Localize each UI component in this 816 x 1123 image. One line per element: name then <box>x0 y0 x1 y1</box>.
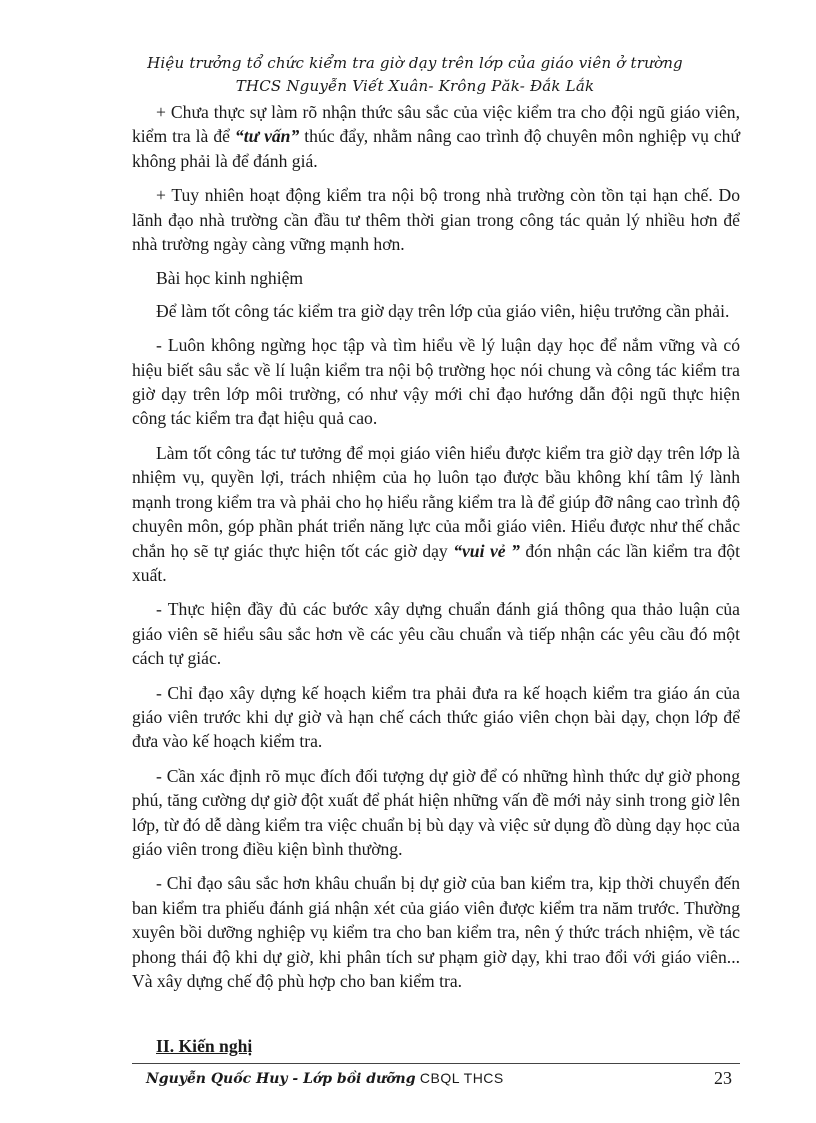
paragraph-6-text-c: đón nhận các lần kiểm tra đột xuất. <box>132 540 740 585</box>
emphasis-tu-van: “tư vấn” <box>234 126 300 147</box>
footer-course: CBQL THCS <box>415 1070 504 1086</box>
page-number: 23 <box>714 1068 732 1088</box>
footer-divider <box>132 1063 740 1064</box>
paragraph-8: - Chỉ đạo xây dựng kế hoạch kiểm tra phải đưa ra kế hoạch kiểm tra giáo án của giáo viên trước khi dự giờ và hạn chế cách thức giáo viên chọn bài dạy, chọn lớp để đưa vào kế hoạch kiểm tra. <box>132 682 740 752</box>
page-footer <box>146 1070 504 1088</box>
lessons-learned-heading: Bài học kinh nghiệm <box>156 268 304 289</box>
page-header <box>110 52 720 98</box>
paragraph-4: Để làm tốt công tác kiểm tra giờ dạy trên lớp của giáo viên, hiệu trưởng cần phải. <box>156 300 730 321</box>
header-line-1: Hiệu trưởng tổ chức kiểm tra giờ dạy trên lớp của giáo viên ở trường <box>147 54 683 72</box>
footer-author: Nguyễn Quốc Huy - Lớp bồi dưỡng <box>146 1071 416 1087</box>
document-body <box>132 100 740 1003</box>
paragraph-6-text-a: Làm tốt công tác tư tưởng để mọi giáo viên hiểu được kiểm tra giờ dạy trên lớp là nhiệm vụ, quyền lợi, trách nhiệm của họ luôn tạo được bầu không khí tâm lý lành mạnh trong kiểm tra và phải cho họ hiểu rằng kiểm tra là để giúp đỡ nâng cao trình độ chuyên môn, góp phần phát triển năng lực của mỗi giáo viên. Hiểu được như thế chắc chắn họ sẽ tự giác thực hiện tốt các giờ dạy <box>132 442 740 561</box>
paragraph-1-text-c: thúc đẩy, nhằm nâng cao trình độ chuyên môn nghiệp vụ chứ không phải là để đánh giá. <box>132 126 741 171</box>
section-title-recommendations: II. Kiến nghị <box>156 1036 253 1056</box>
paragraph-1-text-a: + Chưa thực sự làm rõ nhận thức sâu sắc của việc kiểm tra cho đội ngũ giáo viên, kiểm tra là để <box>132 102 740 147</box>
paragraph-9: - Cần xác định rõ mục đích đối tượng dự giờ để có những hình thức dự giờ phong phú, tăng cường dự giờ đột xuất để phát hiện những vấn đề mới nảy sinh trong giờ lên lớp, từ đó dễ dàng kiểm tra việc chuẩn bị bù dạy và việc sử dụng đồ dùng dạy học của giáo viên trong điều kiện bình thường. <box>132 765 740 859</box>
paragraph-10: - Chỉ đạo sâu sắc hơn khâu chuẩn bị dự giờ của ban kiểm tra, kịp thời chuyển đến ban kiểm tra phiếu đánh giá nhận xét của giáo viên được kiểm tra năm trước. Thường xuyên bồi dưỡng nghiệp vụ kiểm tra cho ban kiểm tra, nên ý thức trách nhiệm, về tác phong thái độ khi dự giờ, khi phân tích sư phạm giờ dạy, khi trao đổi với giáo viên... Và xây dựng chế độ phù hợp cho ban kiểm tra. <box>132 873 740 991</box>
header-line-2: THCS Nguyễn Viết Xuân- Krông Păk- Đắk Lắk <box>235 77 595 95</box>
emphasis-vui-ve: “vui vẻ ” <box>453 540 520 561</box>
paragraph-2: + Tuy nhiên hoạt động kiểm tra nội bộ trong nhà trường còn tồn tại hạn chế. Do lãnh đạo nhà trường cần đầu tư thêm thời gian trong công tác quản lý nhiều hơn để nhà trường ngày càng vững mạnh hơn. <box>132 185 740 255</box>
paragraph-6 <box>132 441 740 587</box>
paragraph-1 <box>132 100 740 173</box>
paragraph-7: - Thực hiện đầy đủ các bước xây dựng chuẩn đánh giá thông qua thảo luận của giáo viên sẽ hiểu sâu sắc hơn về các yêu cầu chuẩn và tiếp nhận các yêu cầu đó một cách tự giác. <box>132 599 740 669</box>
paragraph-5: - Luôn không ngừng học tập và tìm hiểu về lý luận dạy học để nắm vững và có hiệu biết sâu sắc về lí luận kiểm tra nội bộ trường học nói chung và công tác kiểm tra giờ dạy trên lớp môi trường, có như vậy mới chỉ đạo hướng dẫn đội ngũ thực hiện công tác kiểm tra đạt hiệu quả cao. <box>132 335 740 429</box>
